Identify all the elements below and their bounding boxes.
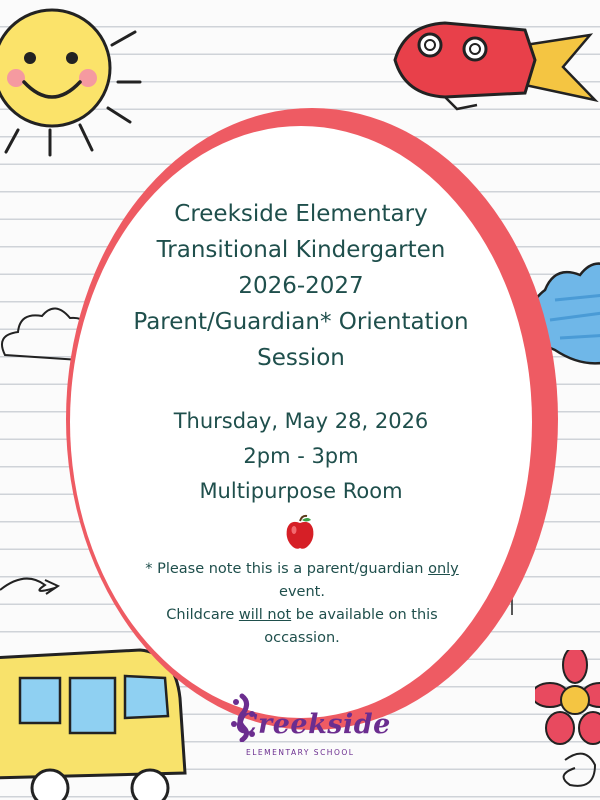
school-logo-name: Creekside <box>236 709 391 740</box>
note-line-3 <box>112 604 492 627</box>
arrow-icon <box>0 560 70 610</box>
program-name: Transitional Kindergarten <box>156 237 446 263</box>
note-emphasis: will not <box>238 607 292 623</box>
school-logo-subtitle: ELEMENTARY SCHOOL <box>246 748 355 757</box>
note-line-4: occassion. <box>264 630 340 646</box>
event-title-cont: Session <box>257 345 345 371</box>
sun-icon <box>0 0 150 170</box>
note-text: be available on this <box>291 607 438 623</box>
school-name: Creekside Elementary <box>174 201 428 227</box>
school-year: 2026-2027 <box>238 273 364 299</box>
event-time: 2pm - 3pm <box>243 444 359 468</box>
event-date: Thursday, May 28, 2026 <box>173 409 429 433</box>
note-line-1 <box>112 558 492 581</box>
apple-icon <box>284 514 316 550</box>
note-text: * Please note this is a parent/guardian <box>145 561 429 577</box>
flyer-note <box>112 558 492 650</box>
rocket-icon <box>385 5 600 125</box>
note-text: Childcare <box>166 607 239 623</box>
event-title: Parent/Guardian* Orientation <box>133 309 469 335</box>
note-emphasis: only <box>428 561 459 577</box>
flyer-title <box>82 196 520 376</box>
event-details <box>82 404 520 509</box>
flower-icon <box>535 650 600 800</box>
event-location: Multipurpose Room <box>199 479 403 503</box>
note-line-2: event. <box>279 584 325 600</box>
